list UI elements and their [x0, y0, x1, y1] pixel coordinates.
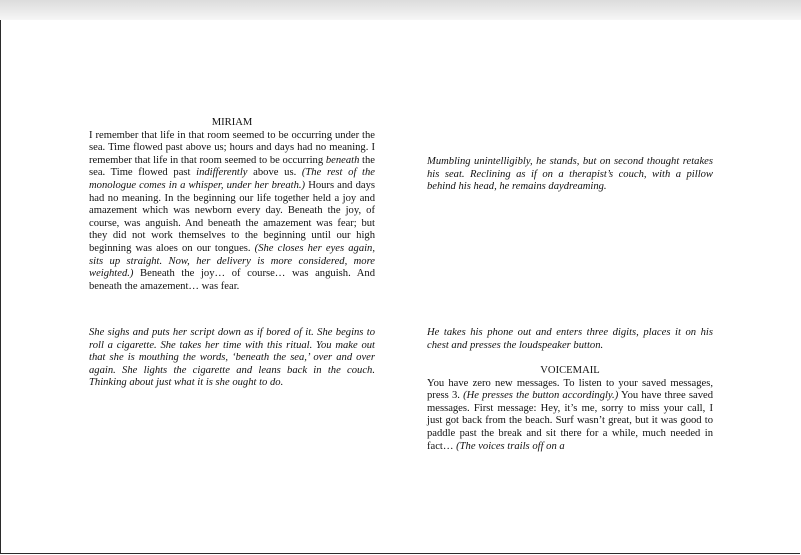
speaker-miriam-block	[89, 117, 375, 293]
speaker-voicemail-block	[427, 365, 713, 453]
viewer-top-bar	[0, 0, 801, 20]
speaker-name: VOICEMAIL	[540, 365, 600, 376]
voicemail-text: You have zero new messages. To listen to your saved messages, press 3. (He presses the button accordingly.) You have three saved messages. First message: Hey, it’s me, sorry to miss your call, I just got back from the beach. Surf wasn’t great, but it was good to paddle past the break and sit there for a while, much needed in fact… (The voices trails off on a	[427, 377, 713, 452]
stage-direction-right-2: He takes his phone out and enters three digits, places it on his chest and presses the loudspeaker button.	[427, 327, 713, 351]
monologue-text: I remember that life in that room seemed to be occurring under the sea. Time flowed past above us; hours and days had no meaning. I remember that life in that room seemed to be occurring beneath the sea. Time flowed past indifferently above us. (The rest of the monologue comes in a whisper, under her breath.) Hours and days had no meaning. In the beginning our life together held a joy and amazement which was newborn every day. Beneath the joy, of course, was anguish. And beneath the amazement was fear; but they did not work themselves to the beginning until our high beginning was aloes on our tongues. (She closes her eyes again, sits up straight. Now, her delivery is more considered, more weighted.) Beneath the joy… of course… was anguish. And beneath the amazement… was fear.	[89, 129, 376, 292]
speaker-name: MIRIAM	[211, 117, 253, 128]
stage-direction-right-1: Mumbling unintelligibly, he stands, but on second thought retakes his seat. Reclining as if on a therapist’s couch, with a pillow behind his head, he remains daydreaming.	[427, 156, 713, 193]
stage-direction-left: She sighs and puts her script down as if bored of it. She begins to roll a cigarette. She takes her time with this ritual. You make out that she is mouthing the words, ‘beneath the sea,’ over and over again. She lights the cigarette and leans back in the couch. Thinking about just what it is she ought to do.	[89, 327, 375, 389]
